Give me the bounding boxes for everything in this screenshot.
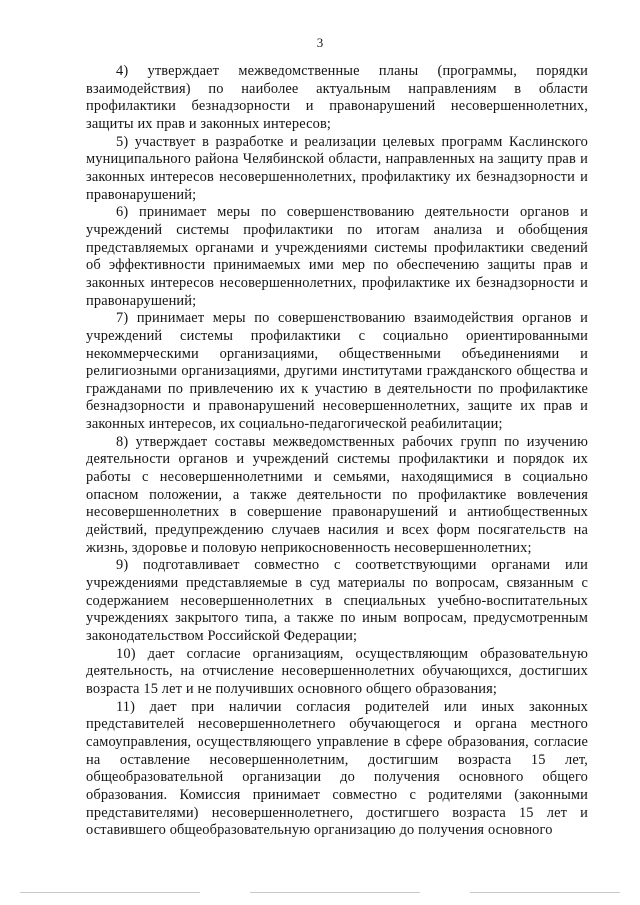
page-number: 3 — [316, 35, 324, 50]
paragraph-item-10: 10) дает согласие организациям, осуществляющим образовательную деятельность, на отчисление несовершеннолетних обучающихся, достигших возраста 15 лет и не получивших основного общего образования; — [86, 645, 588, 697]
paragraph-item-7: 7) принимает меры по совершенствованию взаимодействия органов и учреждений системы профилактики с социально ориентированными некоммерческими организациями, общественными объединениями и религиозными организациями, другими институтами гражданского общества и гражданами по привлечению их к участию в деятельности по профилактике безнадзорности и правонарушений несовершеннолетних, защите их прав и законных интересов, их социально-педагогической реабилитации; — [86, 310, 588, 433]
paragraph-item-5: 5) участвует в разработке и реализации целевых программ Каслинского муниципального района Челябинской области, направленных на защиту прав и законных интересов несовершеннолетних, профилактику их безнадзорности и правонарушений; — [86, 133, 588, 203]
scan-edge-divider — [20, 892, 620, 894]
paragraph-item-11: 11) дает при наличии согласия родителей или иных законных представителей несовершеннолетнего обучающегося и органа местного самоуправления, осуществляющего управление в сфере образования, согласие на оставление несовершеннолетним, достигшим возраста 15 лет, общеобразовательной организации до получения основного общего образования. Комиссия принимает совместно с родителями (законными представителями) несовершеннолетнего, достигшего возраста 15 лет и оставившего общеобразовательную организацию до получения основного — [86, 698, 588, 839]
paragraph-item-8: 8) утверждает составы межведомственных рабочих групп по изучению деятельности органов и учреждений системы профилактики и порядок их работы с несовершеннолетними и семьями, находящимися в социально опасном положении, а также деятельности по профилактике вовлечения несовершеннолетних в совершение правонарушений и антиобщественных действий, предупреждению случаев насилия и всех форм посягательств на жизнь, здоровье и половую неприкосновенность несовершеннолетних; — [86, 433, 588, 556]
paragraph-item-4: 4) утверждает межведомственные планы (программы, порядки взаимодействия) по наиболее актуальным направлениям в области профилактики безнадзорности и правонарушений несовершеннолетних, защиты их прав и законных интересов; — [86, 63, 588, 132]
paragraph-item-6: 6) принимает меры по совершенствованию деятельности органов и учреждений системы профилактики по итогам анализа и обобщения представляемых органами и учреждениями системы профилактики сведений об эффективности принимаемых ими мер по обеспечению защиты прав и законных интересов несовершеннолетних, профилактике их безнадзорности и правонарушений; — [86, 204, 588, 309]
document-body — [86, 63, 588, 840]
paragraph-item-9: 9) подготавливает совместно с соответствующими органами или учреждениями представляемые в суд материалы по вопросам, связанным с содержанием несовершеннолетних в специальных учебно-воспитательных учреждениях закрытого типа, а также по иным вопросам, предусмотренным законодательством Российской Федерации; — [86, 557, 588, 644]
